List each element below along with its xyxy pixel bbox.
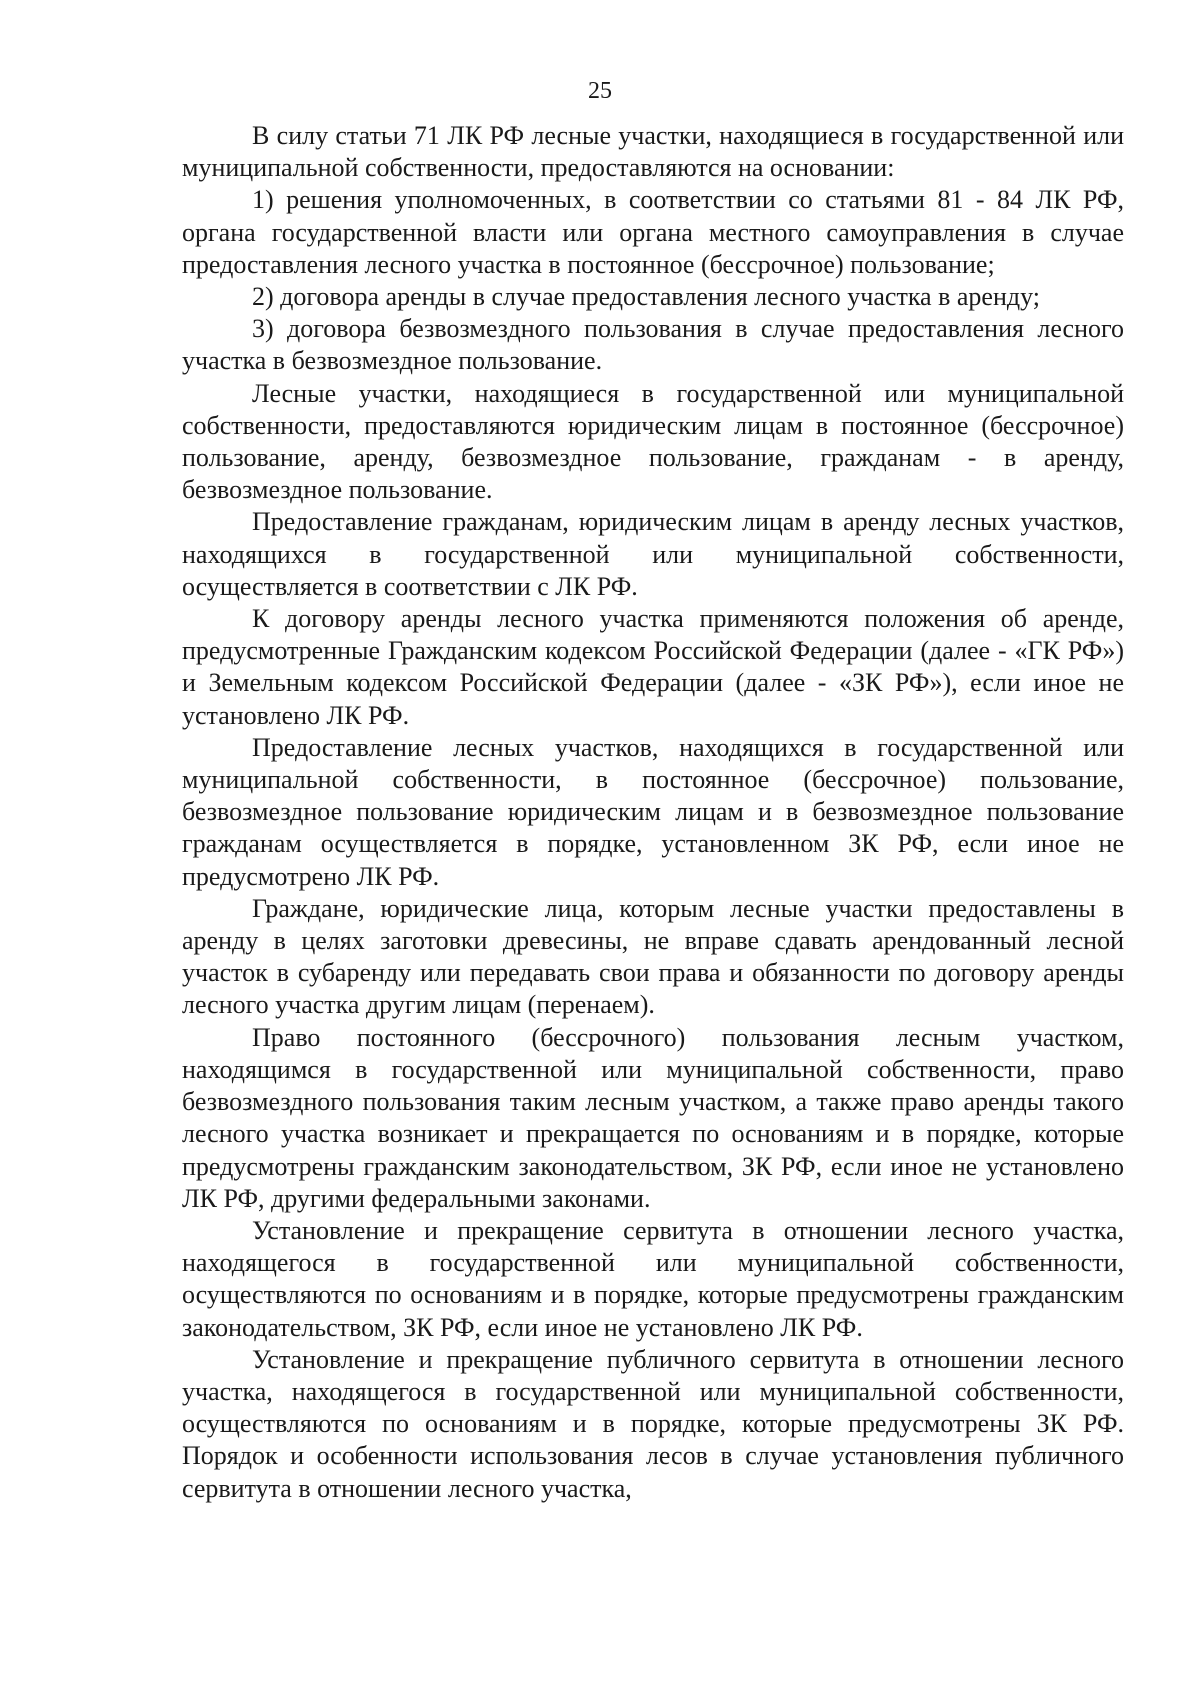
- paragraph-rights-origin: Право постоянного (бессрочного) пользования лесным участком, находящимся в государственной или муниципальной собственности, право безвозмездного пользования таким лесным участком, а также право аренды такого лесного участка возникает и прекращается по основаниям и в порядке, которые предусмотрены гражданским законодательством, ЗК РФ, если иное не установлено ЛК РФ, другими федеральными законами.: [182, 1022, 1124, 1213]
- paragraph-item-3-free-use: 3) договора безвозмездного пользования в случае предоставления лесного участка в безвозмездное пользование.: [182, 314, 1124, 376]
- paragraph-sublease-restriction: Граждане, юридические лица, которым лесные участки предоставлены в аренду в целях заготовки древесины, не вправе сдавать арендованный лесной участок в субаренду или передавать свои права и обязанности по договору аренды лесного участка другим лицам (перенаем).: [182, 893, 1124, 1020]
- paragraph-item-1-decision: 1) решения уполномоченных, в соответствии со статьями 81 - 84 ЛК РФ, органа государственной власти или органа местного самоуправления в случае предоставления лесного участка в постоянное (бессрочное) пользование;: [182, 185, 1124, 279]
- paragraph-lease-provision: Предоставление гражданам, юридическим лицам в аренду лесных участков, находящихся в государственной или муниципальной собственности, осуществляется в соответствии с ЛК РФ.: [182, 507, 1124, 601]
- document-body: [182, 120, 1124, 1505]
- paragraph-permanent-use-provision: Предоставление лесных участков, находящихся в государственной или муниципальной собственности, в постоянное (бессрочное) пользование, безвозмездное пользование юридическим лицам и в безвозмездное пользование гражданам осуществляется в порядке, установленном ЗК РФ, если иное не предусмотрено ЛК РФ.: [182, 732, 1124, 891]
- paragraph-lease-agreement-rules: К договору аренды лесного участка применяются положения об аренде, предусмотренные Гражданским кодексом Российской Федерации (далее - «ГК РФ») и Земельным кодексом Российской Федерации (далее - «ЗК РФ»), если иное не установлено ЛК РФ.: [182, 604, 1124, 730]
- paragraph-provision-to-entities: Лесные участки, находящиеся в государственной или муниципальной собственности, предоставляются юридическим лицам в постоянное (бессрочное) пользование, аренду, безвозмездное пользование, гражданам - в аренду, безвозмездное пользование.: [182, 378, 1124, 505]
- paragraph-item-2-lease: 2) договора аренды в случае предоставления лесного участка в аренду;: [252, 282, 1040, 312]
- paragraph-article-71-intro: В силу статьи 71 ЛК РФ лесные участки, находящиеся в государственной или муниципальной собственности, предоставляются на основании:: [182, 121, 1124, 183]
- page-number: 25: [588, 78, 612, 104]
- paragraph-servitude: Установление и прекращение сервитута в отношении лесного участка, находящегося в государственной или муниципальной собственности, осуществляются по основаниям и в порядке, которые предусмотрены гражданским законодательством, ЗК РФ, если иное не установлено ЛК РФ.: [182, 1215, 1124, 1342]
- paragraph-public-servitude: Установление и прекращение публичного сервитута в отношении лесного участка, находящегося в государственной или муниципальной собственности, осуществляются по основаниям и в порядке, которые предусмотрены ЗК РФ. Порядок и особенности использования лесов в случае установления публичного сервитута в отношении лесного участка,: [182, 1344, 1124, 1503]
